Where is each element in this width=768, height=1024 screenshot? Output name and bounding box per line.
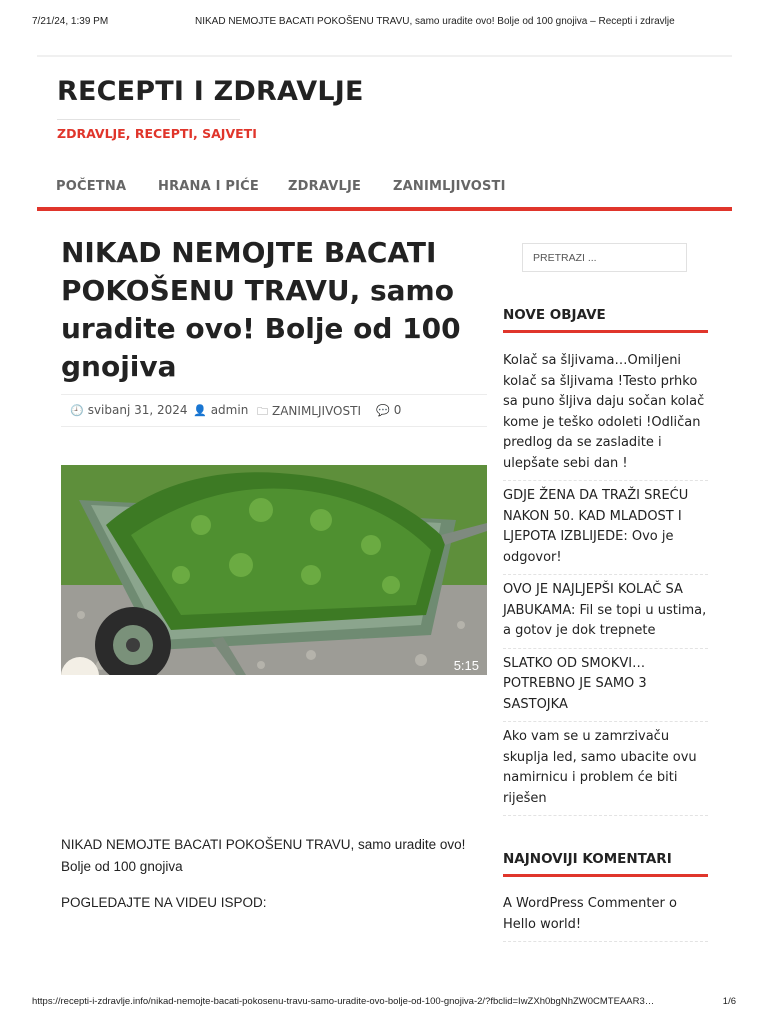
nav-item-hrana-i-pice[interactable]: HRANA I PIĆE xyxy=(158,179,259,194)
comment-post-link[interactable]: Hello world! xyxy=(503,916,582,932)
post-category-text[interactable]: ZANIMLJIVOSTI xyxy=(272,404,361,418)
recent-posts-list xyxy=(503,346,708,816)
wheelbarrow-grass-image xyxy=(61,465,487,675)
site-title[interactable]: RECEPTI I ZDRAVLJE xyxy=(57,76,364,107)
recent-post-link[interactable]: Ako vam se u zamrzivaču skuplja led, samo ubacite ovu namirnicu i problem će biti riješen xyxy=(503,729,697,806)
post-author[interactable] xyxy=(193,403,248,417)
recent-post-link[interactable]: Kolač sa šljivama…Omiljeni kolač sa šljivama !Testo prhko sa puno šljiva daju sočan kolač kome je teško odoleti !Odličan predlog da se zasladite i ulepšate sebi dan ! xyxy=(503,353,705,471)
video-embed[interactable] xyxy=(61,465,487,675)
post-date-text: svibanj 31, 2024 xyxy=(87,403,188,417)
folder-icon: 🗀 xyxy=(257,405,268,418)
site-tagline: ZDRAVLJE, RECEPTI, SAJVETI xyxy=(57,126,257,141)
recent-comments-list xyxy=(503,889,708,942)
post-comments-count[interactable]: 0 xyxy=(393,403,402,417)
nav-accent-bar xyxy=(37,207,732,211)
post-comments[interactable] xyxy=(376,403,401,417)
recent-post-item[interactable] xyxy=(503,575,708,649)
post-author-text[interactable]: admin xyxy=(210,403,249,417)
top-divider xyxy=(37,55,732,57)
search-input[interactable] xyxy=(522,243,687,272)
comment-icon: 💬 xyxy=(376,404,390,417)
recent-post-item[interactable] xyxy=(503,346,708,481)
recent-comments-title: NAJNOVIJI KOMENTARI xyxy=(503,851,672,867)
print-url: https://recepti-i-zdravlje.info/nikad-nemojte-bacati-pokosenu-travu-samo-uradite-ovo-bolje-od-100-gnojiva-2/?fbclid=IwZXh0bgNhZW0CMTEAAR3… xyxy=(32,996,655,1007)
comment-separator: o xyxy=(664,896,677,911)
post-paragraph-1: NIKAD NEMOJTE BACATI POKOŠENU TRAVU, samo uradite ovo! Bolje od 100 gnojiva xyxy=(61,837,466,874)
print-date: 7/21/24, 1:39 PM xyxy=(32,16,109,27)
recent-posts-rule xyxy=(503,330,708,333)
post-meta xyxy=(61,394,487,427)
nav-item-pocetna[interactable]: POČETNA xyxy=(56,179,127,194)
recent-post-item[interactable] xyxy=(503,481,708,575)
print-doc-title: NIKAD NEMOJTE BACATI POKOŠENU TRAVU, samo uradite ovo! Bolje od 100 gnojiva – Recepti i zdravlje xyxy=(195,16,675,27)
print-footer xyxy=(32,996,736,1010)
post-title: NIKAD NEMOJTE BACATI POKOŠENU TRAVU, samo uradite ovo! Bolje od 100 gnojiva xyxy=(61,236,461,383)
recent-comments-rule xyxy=(503,874,708,877)
post-paragraph-2: POGLEDAJTE NA VIDEU ISPOD: xyxy=(61,895,267,910)
nav-item-zdravlje[interactable]: ZDRAVLJE xyxy=(288,179,362,194)
video-duration: 5:15 xyxy=(453,658,479,673)
recent-post-item[interactable] xyxy=(503,722,708,816)
recent-post-link[interactable]: SLATKO OD SMOKVI… POTREBNO JE SAMO 3 SASTOJKA xyxy=(503,655,647,712)
recent-posts-title: NOVE OBJAVE xyxy=(503,307,606,323)
user-icon: 👤 xyxy=(193,404,207,417)
nav-item-zanimljivosti[interactable]: ZANIMLJIVOSTI xyxy=(393,179,506,194)
title-divider xyxy=(57,119,240,120)
recent-post-item[interactable] xyxy=(503,649,708,723)
recent-post-link[interactable]: OVO JE NAJLJEPŠI KOLAČ SA JABUKAMA: Fil se topi u ustima, a gotov je dok trepnete xyxy=(503,582,707,638)
clock-icon: 🕘 xyxy=(70,404,84,417)
post-date xyxy=(70,403,188,417)
recent-post-link[interactable]: GDJE ŽENA DA TRAŽI SREĆU NAKON 50. KAD MLADOST I LJEPOTA IZBLIJEDE: Ovo je odgovor! xyxy=(503,488,689,565)
print-page-number: 1/6 xyxy=(722,996,736,1007)
print-header xyxy=(32,16,736,30)
main-nav xyxy=(37,170,732,204)
comment-author-link[interactable]: A WordPress Commenter xyxy=(503,896,665,911)
comment-item xyxy=(503,889,708,942)
post-category[interactable] xyxy=(257,403,361,422)
